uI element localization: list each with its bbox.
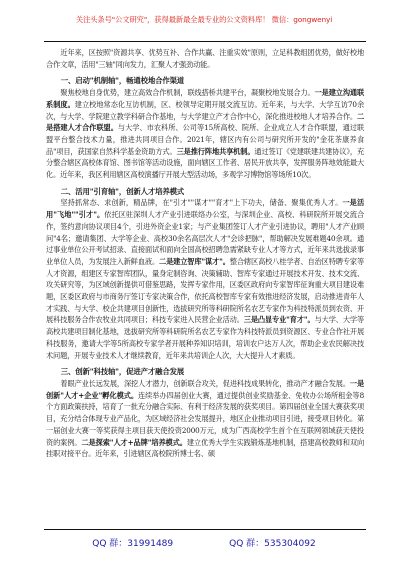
section-1-point-2-text: 与大学、市农科所、公司等15所高校、院所、企业成立人才合作联盟，通过联盟平台整合技术力量，推进共同项目合作。2021年，辖区内有公司与研究所开发的"金花茶康养食品"项目，获国家自然科学基金资助方式。 — [46, 123, 364, 156]
section-3-paragraph-1 — [46, 378, 364, 460]
section-3-point-1-text: 连续举办四届创业大赛，通过提供创业奖励基金、免收办公场所租金等8个方面政策扶持，培育了一批充分融合实际、有利于经济发展的获奖项目。第四届创业全国大赛获奖项目，充分结合体现专业产品化，为区域经济社会发展提升，地区企业推动项目引进，接受项目转化。第一届创业大赛一等奖获得主项目获天使投资2000万元，成为广西高校学生首个在互联网领域获天使投资的案例。 — [46, 390, 364, 447]
section-2-paragraph-1 — [46, 197, 364, 361]
section-1-heading: 一、启动"机制轴"，畅通校地合作渠道 — [60, 76, 185, 86]
section-3-point-2-lead: 二是探索"人才+品牌"培养模式。 — [81, 437, 187, 447]
footer-divider — [44, 529, 366, 530]
section-2-point-3-lead: 三是凸显专业"育才"。 — [243, 315, 315, 325]
section-2-point-1-text: 依托区驻深圳人才产业引进联络办公室，与深圳企业、高校、科研院所开展交流合作，签约意向协议项目4个，引进外资企业1家；与产业集团签订人才产业引进协议，聘用"人才产业顾问"4名；邀请集团、大学等企业、高校30余名高层次人才"会诊把脉"，帮助解决发展难题40余项。通过事业单位公开考试招录、直接面试和面向全国高校招聘急需紧缺专业人才等方式，近年来共选拔录事业单位人员，为发展注入新鲜血液。 — [46, 210, 364, 266]
section-2-point-2-text: 整合辖区高校八桂学者、自治区特聘专家等人才资源，组建区专家智库团队，量身定制咨询、决策辅助、智库专家通过开展技术开发、技术交流、攻关研究等，为区域创新提供可借鉴思路，发挥专家作用，区委区政府向专家智库征询重大项目建设难题，区委区政府与市商务厅签订专家决策合作，依托高校智库专家有效推进经济发展，启动推进青年人才实践、与大学、校企共建项目创新性，选拔研究所等科研院所名农艺专家作为科技特派员到农资、开展科技服务合作农牧业共同项目；科技专家进入民营企业活动。 — [46, 256, 364, 325]
section-1-point-2-lead: 二是搭建人才合作联盟。 — [46, 111, 364, 133]
section-3-paragraph-1-intro: 着眼产业长远发展，深挖人才潜力，创新联合攻关，促进科技成果转化，推动产才融合发展。 — [60, 378, 350, 388]
section-2-point-2-lead: 二是建立智库"谋才"。 — [159, 256, 230, 266]
section-1-paragraph-1-intro: 聚焦校地自身优势，建立高效合作机制，联线搭桥共建平台，凝聚校地发展合力。 — [60, 88, 315, 98]
section-1-point-1-text: 建立校地常态化互访机制，区、校领导定期开展交流互访。近年来，与大学、大学互访70余次，与大学、学院建立教学科研合作基地，与大学建立产才合作中心，深化推进校地人才培养合作。 — [46, 99, 364, 121]
footer-bar — [0, 532, 408, 552]
section-3-point-2-text: 建立优秀大学生实践锻炼基地机制，搭建高校教师和双向挂职对接平台。近年来，引进辖区高校院所博士名、硕 — [46, 437, 364, 459]
section-1-point-1-lead: 一是建立沟通联系制度。 — [46, 88, 364, 109]
section-1-paragraph-1 — [46, 87, 364, 181]
intro-paragraph: 近年来，区按照"资源共享、优势互补、合作共赢、注重实效"原则，立足科教组团优势，做好校地合作文章，活用"三轴"同向发力，汇聚人才强劲动能。 — [46, 48, 364, 69]
section-1-point-3-lead: 三是推行阵地共享机制。 — [176, 146, 255, 156]
header-banner-text: 关注头条号"公文研究"，获得最新最全最专业的公文资料库！ 微信：gongwenyi — [75, 15, 333, 24]
footer-qq-group-2: QQ 群：535304092 — [229, 538, 316, 549]
header-divider — [44, 41, 366, 42]
section-3-heading: 三、创新"科技轴"，促进产才融合发展 — [60, 367, 185, 377]
section-2-point-3-text: 与大学、大学等高校共建项目制化基地，选拔研究所等科研院所名农艺专家作为科技特派员到资源区、专业合作社开展科技服务，邀请大学等5所高校专家学者开展种养知识培训，培训农户达万人次，帮助企业农民解决技术问题，开展专业技术人才继续教育，近年来共培训企人次，大大提升人才素质。 — [46, 315, 364, 360]
header-banner — [0, 0, 408, 40]
document-body — [46, 47, 364, 525]
footer-qq-group-1: QQ 群：31991489 — [92, 538, 174, 549]
section-2-heading: 二、活用"引育轴"，创新人才培养模式 — [60, 186, 185, 196]
section-2-paragraph-1-intro: 坚持抓常态、求创新，精品牌，在"引才""谋才""育才"上下功夫，储备、聚集优秀人才。 — [60, 198, 343, 208]
section-2-point-1-lead: 一是活用"飞地""引才"。 — [46, 198, 364, 220]
section-3-point-1-lead: 一是创新"人才+企业"孵化模式。 — [46, 378, 364, 400]
section-1-point-3-text: 通过签订《党建联建共建协议》，充分整合辖区高校体育馆、图书馆等活动设施，面向辖区工作者、居民开放共享，发挥服务阵地效能最大化。近年来，我区利用辖区高校演播厅开展大型活动场，多观学习博物馆等场所10次。 — [46, 146, 364, 180]
